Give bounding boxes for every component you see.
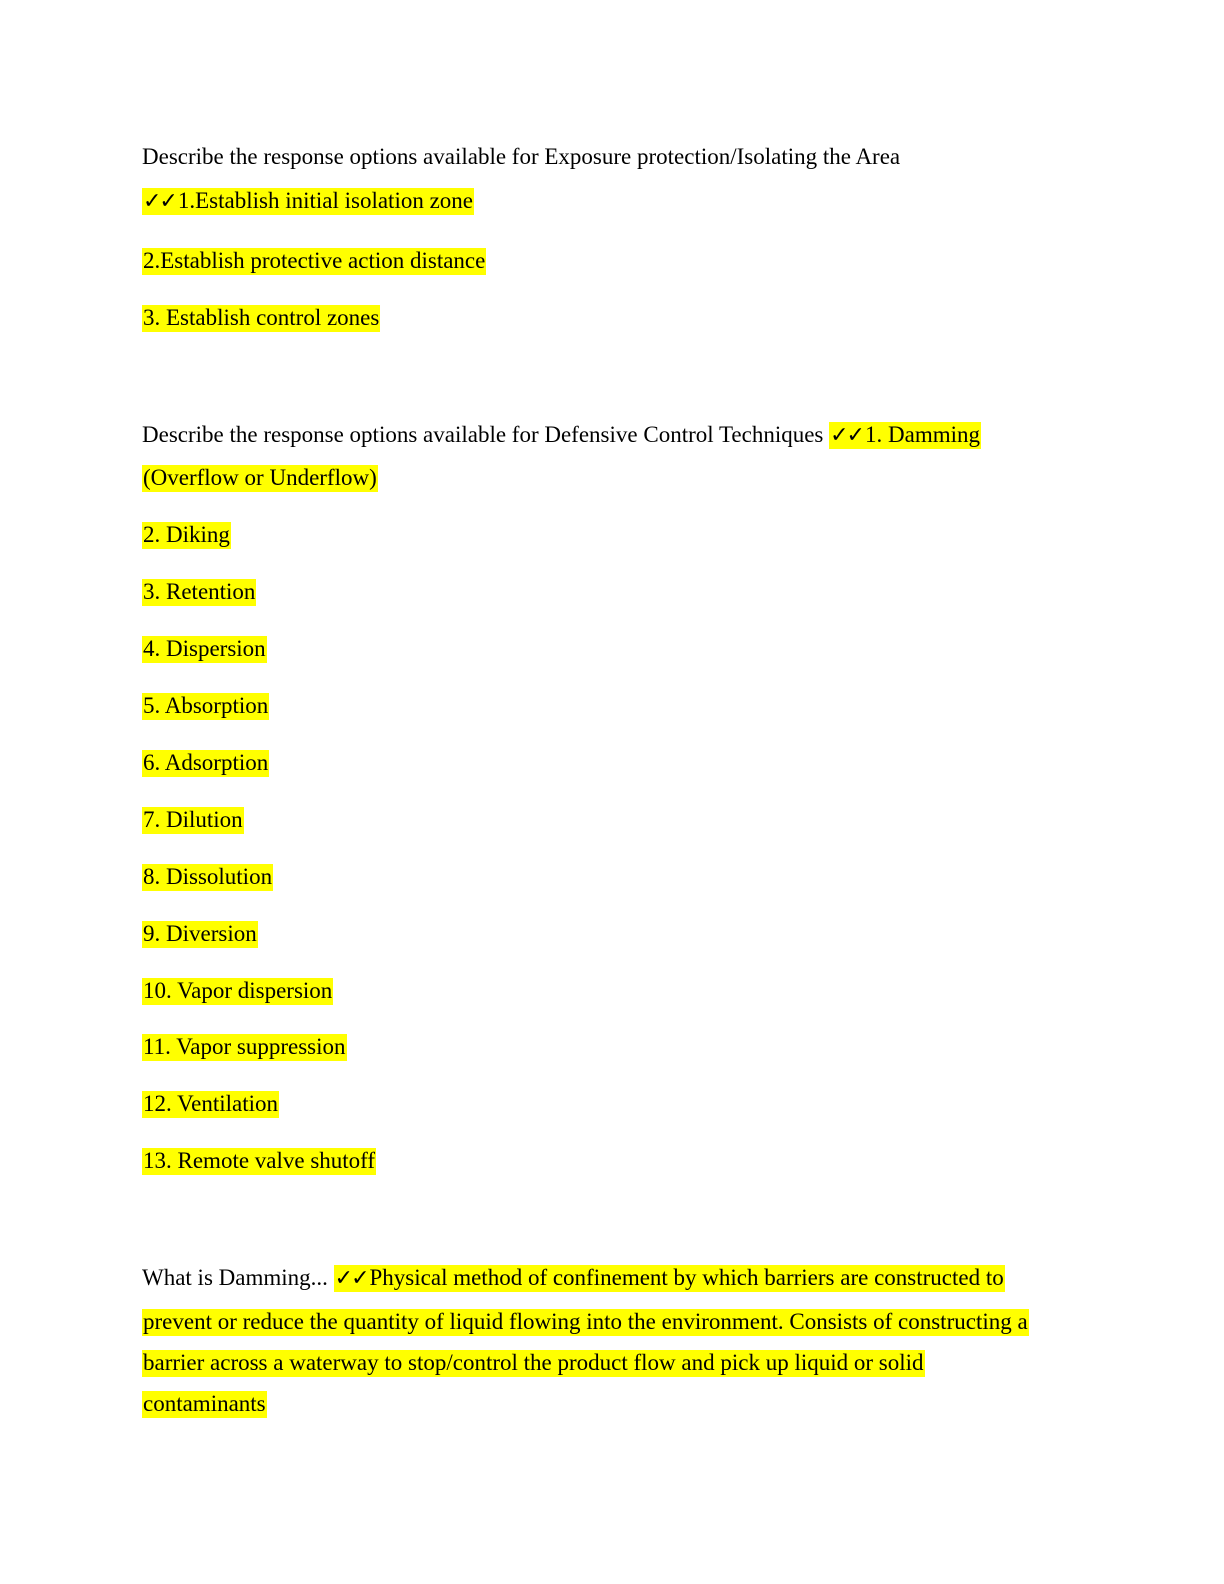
highlighted-answer bbox=[829, 422, 981, 449]
highlighted-answer: contaminants bbox=[143, 1391, 266, 1416]
answer-item bbox=[142, 861, 273, 893]
highlighted-answer bbox=[334, 1265, 1005, 1292]
answer-item bbox=[142, 975, 333, 1007]
question-text: What is Damming... bbox=[142, 1265, 328, 1290]
answer-item bbox=[142, 633, 267, 665]
highlighted-answer: 2.Establish protective action distance bbox=[143, 248, 486, 273]
answer-item bbox=[142, 690, 269, 722]
answer-item bbox=[142, 576, 256, 608]
highlighted-answer: 13. Remote valve shutoff bbox=[143, 1148, 376, 1173]
answer-item bbox=[142, 918, 258, 950]
check-mark-icon: ✓✓ bbox=[143, 189, 176, 214]
question-defensive-control bbox=[142, 419, 981, 451]
answer-item bbox=[142, 185, 474, 217]
answer-item bbox=[142, 747, 269, 779]
answer-item bbox=[142, 245, 486, 277]
answer-item bbox=[142, 1031, 347, 1063]
check-mark-icon: ✓✓ bbox=[830, 423, 863, 448]
highlighted-answer: 3. Establish control zones bbox=[143, 305, 380, 330]
highlighted-answer: 4. Dispersion bbox=[143, 636, 266, 661]
highlighted-answer: 9. Diversion bbox=[143, 921, 257, 946]
highlighted-answer: (Overflow or Underflow) bbox=[143, 465, 377, 490]
answer-item bbox=[142, 1088, 279, 1120]
question-text: Describe the response options available for Defensive Control Techniques bbox=[142, 422, 824, 447]
highlighted-answer: 3. Retention bbox=[143, 579, 256, 604]
highlighted-answer: 5. Absorption bbox=[143, 693, 269, 718]
question-exposure-protection bbox=[142, 141, 900, 173]
highlighted-answer: barrier across a waterway to stop/control the product flow and pick up liquid or solid bbox=[143, 1350, 924, 1375]
highlighted-answer: 12. Ventilation bbox=[143, 1091, 279, 1116]
highlighted-answer: 8. Dissolution bbox=[143, 864, 273, 889]
highlighted-answer: 11. Vapor suppression bbox=[143, 1034, 346, 1059]
answer-item bbox=[142, 519, 231, 551]
answer-line bbox=[142, 1347, 925, 1379]
highlighted-answer: 6. Adsorption bbox=[143, 750, 269, 775]
highlighted-answer bbox=[142, 188, 474, 215]
question-damming bbox=[142, 1262, 1005, 1294]
answer-item bbox=[142, 302, 380, 334]
answer-text: 1. Damming bbox=[865, 422, 980, 447]
answer-line bbox=[142, 1388, 267, 1420]
question-text: Describe the response options available for Exposure protection/Isolating the Area bbox=[142, 144, 901, 169]
highlighted-answer: 10. Vapor dispersion bbox=[143, 978, 333, 1003]
highlighted-answer: 2. Diking bbox=[143, 522, 230, 547]
answer-line bbox=[142, 1306, 1029, 1338]
answer-item bbox=[142, 1145, 376, 1177]
highlighted-answer: prevent or reduce the quantity of liquid flowing into the environment. Consists of constructing a bbox=[143, 1309, 1028, 1334]
answer-text: Physical method of confinement by which barriers are constructed to bbox=[369, 1265, 1004, 1290]
highlighted-answer: 7. Dilution bbox=[143, 807, 243, 832]
answer-item bbox=[142, 462, 378, 494]
answer-item bbox=[142, 804, 244, 836]
answer-text: 1.Establish initial isolation zone bbox=[177, 188, 474, 213]
check-mark-icon: ✓✓ bbox=[334, 1266, 368, 1291]
